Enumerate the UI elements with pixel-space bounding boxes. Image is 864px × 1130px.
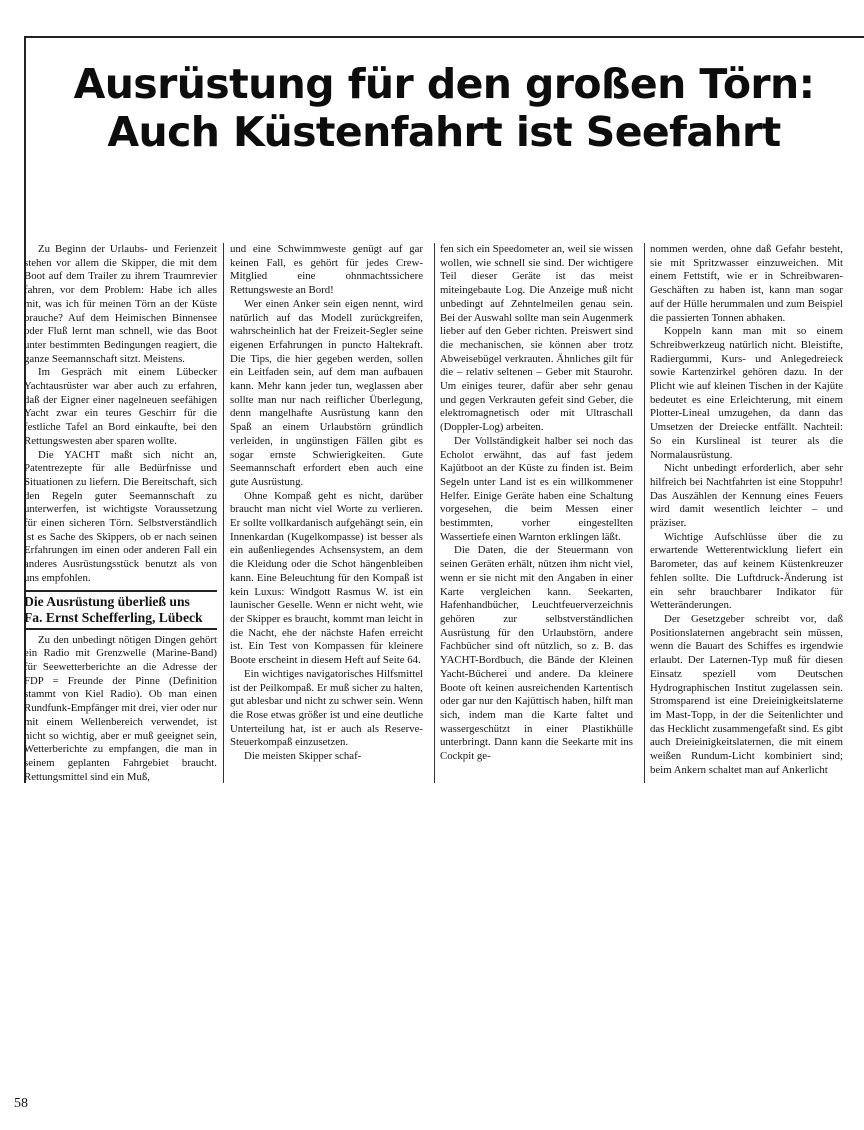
column-divider: [223, 243, 224, 783]
paragraph: Die YACHT maßt sich nicht an, Patentrezepte für alle Bedürfnisse und Situationen zu liefern. Die Bereitschaft, sich den Regeln guter Seemannschaft zu unterwerfen, ist wichtigste Voraussetzung für einen sicheren Törn. Selbstverständlich ist es Sache des Skippers, ob er nach seinen Erfahrungen im einen oder anderen Fall ein anderes Ausrüstungsstück benutzt als von uns empfohlen.: [24, 448, 217, 584]
article-column-4: [650, 243, 843, 777]
paragraph: Im Gespräch mit einem Lübecker Yachtausrüster war aber auch zu erfahren, daß der Eigner einer nagelneuen seefähigen Yacht zwar ein teures Geschirr für die festliche Tafel an Bord einkaufte, bei den Rettungswesten aber sparen wollte.: [24, 366, 217, 447]
column-divider: [644, 243, 645, 783]
credit-line: Die Ausrüstung überließ uns: [24, 593, 190, 609]
paragraph: Nicht unbedingt erforderlich, aber sehr hilfreich bei Nachtfahrten ist eine Stoppuhr! Das Auszählen der Kennung eines Feuers wird damit wesentlich leichter – und präziser.: [650, 462, 843, 530]
article-column-3: [440, 243, 633, 764]
paragraph: Wer einen Anker sein eigen nennt, wird natürlich auf das Modell zurückgreifen, wahrscheinlich hat der Freizeit-Segler seine eigenen Erfahrungen in puncto Haltekraft. Die Tips, die hier gegeben werden, sollen ein Leitfaden sein, auf dem man aufbauen kann. Mehr kann jeder tun, weglassen aber sollte man nur nach reiflicher Überlegung, denn mangelhafte Ausrüstung kann den Spaß an einem Urlaubstörn gründlich verleiden, in ungünstigen Fällen gibt es sogar ernste Schwierigkeiten. Gute Seemannschaft erfordert eben auch eine gute Ausrüstung.: [230, 297, 423, 488]
article-column-1: [24, 243, 217, 784]
column-divider: [434, 243, 435, 783]
paragraph: Der Vollständigkeit halber sei noch das Echolot erwähnt, das auf fast jedem Kajütboot an der Küste zu finden ist. Beim Segeln unter Land ist es ein willkommener Helfer. Einige Geräte haben eine Schaltung vorgesehen, die beim Messen einer bestimmten, vorher eingestellten Wassertiefe einen Warnton erklingen läßt.: [440, 434, 633, 543]
credit-box: [24, 590, 217, 630]
headline-line-1: Ausrüstung für den großen Törn:: [73, 60, 815, 108]
page-number: 58: [14, 1096, 28, 1111]
article-column-2: [230, 243, 423, 764]
headline-line-2: Auch Küstenfahrt ist Seefahrt: [107, 108, 781, 156]
credit-line: Fa. Ernst Schefferling, Lübeck: [24, 609, 203, 625]
paragraph: Der Gesetzgeber schreibt vor, daß Positionslaternen angebracht sein müssen, wenn die Bauart des Schiffes es irgendwie erlaubt. Der Laternen-Typ muß für diesen Einsatz speziell vom Deutschen Hydrographischen Institut zugelassen sein. Stromsparend ist eine Dreieinigkeitslaterne im Mast-Topp, in der die Seitenlichter und das Hecklicht zusammengefaßt sind. Es gibt auch Dreieinigkeitslaternen, die mit einem weißen Rundum-Licht kombiniert sind; beim Ankern schaltet man auf Ankerlicht: [650, 612, 843, 776]
paragraph: Ohne Kompaß geht es nicht, darüber braucht man nicht viel Worte zu verlieren. Er sollte vollkardanisch aufgehängt sein, ein Innenkardan (Kugelkompasse) ist besser als ein außenliegendes Achsensystem, an dem die Kleidung oder die Schot hängenbleiben kann. Eine Beleuchtung für den Kompaß ist kein Luxus: Windgott Rasmus W. ist ein launischer Geselle. Wenn er nicht weht, wie der Skipper es braucht, kommt man leicht in die Nacht, ehe der nächste Hafen erreicht ist. Ein Test von Kompassen für kleinere Boote erscheint in diesem Heft auf Seite 64.: [230, 489, 423, 667]
paragraph: Die meisten Skipper schaf-: [244, 750, 362, 763]
paragraph: und eine Schwimmweste genügt auf gar keinen Fall, es gehört für jedes Crew-Mitglied eine ohnmachtssichere Rettungsweste an Bord!: [230, 243, 423, 297]
paragraph: Zu Beginn der Urlaubs- und Ferienzeit stehen vor allem die Skipper, die mit dem Boot auf dem Trailer zu ihrem Traumrevier fahren, vor dem Problem: Habe ich alles mit, was ich für meinen Törn an der Küste brauche? Auf dem Heimischen Binnensee oder Fluß lernt man schnell, wie das Boot unter bestimmten Bedingungen reagiert, die ganze Seemannschaft sitzt. Meistens.: [24, 243, 217, 365]
paragraph: Ein wichtiges navigatorisches Hilfsmittel ist der Peilkompaß. Er muß sicher zu halten, gut ablesbar und nicht zu schwer sein. Wenn die Rose etwas größer ist und eine deutliche Unterteilung hat, ist er auch als Reserve-Steuerkompaß einzusetzen.: [230, 667, 423, 749]
paragraph: Zu den unbedingt nötigen Dingen gehört ein Radio mit Grenzwelle (Marine-Band) für Seewetterberichte an die Adresse der FDP = Freunde der Pinne (Definition stammt von Kiel Radio). Ob man einen Rundfunk-Empfänger mit drei, vier oder nur mit einem Wellenbereich verwendet, ist nicht so wichtig, aber er muß geeignet sein, Wetterberichte zu empfangen, die man in seinem geplanten Fahrgebiet braucht. Rettungsmittel sind ein Muß,: [24, 633, 217, 783]
paragraph: nommen werden, ohne daß Gefahr besteht, sie mit Spritzwasser einzuweichen. Mit einem Fettstift, wie er in Schreibwaren-Geschäften zu haben ist, kann man sogar auf der Hülle herummalen und zum Beispiel die passierten Tonnen abhaken.: [650, 243, 843, 324]
paragraph: Wichtige Aufschlüsse über die zu erwartende Wetterentwicklung liefert ein Barometer, das auf keinem Küstenkreuzer fehlen sollte. Die Luftdruck-Änderung ist ein sehr brauchbarer Indikator für Wetteränderungen.: [650, 530, 843, 612]
article-headline: [34, 60, 854, 156]
paragraph: Koppeln kann man mit so einem Schreibwerkzeug natürlich nicht. Bleistifte, Radiergummi, Kurs- und Anlegedreieck sowie Kartenzirkel gehören dazu. In der Plicht wie auf kleinen Tischen in der Kajüte bedeutet es eine Erleichterung, mit einem Plotter-Lineal umzugehen, da dann das Umsetzen der Dreiecke entfällt. Nachteil: So ein Kurslineal ist teurer als die Normalausrüstung.: [650, 325, 843, 461]
paragraph: fen sich ein Speedometer an, weil sie wissen wollen, wie schnell sie sind. Der wichtigere Teil dieser Geräte ist das meist miteingebaute Log. Die Anzeige muß nicht unbedingt auf Zehntelmeilen genau sein. Bei der Auswahl sollte man sein Augenmerk lieber auf den Geber richten. Preiswert sind die mechanischen, sie können aber trotz Abweisebügel verkrauten. Ähnliches gilt für die – relativ seltenen – Geber mit Staurohr. Um einiges teurer, dafür aber sehr genau und gegen Verkrauten gefeit sind Geber, die elektromagnetisch oder mit Ultraschall (Doppler-Log) arbeiten.: [440, 243, 633, 434]
paragraph: Die Daten, die der Steuermann von seinen Geräten erhält, nützen ihm nicht viel, wenn er sie nicht mit den Angaben in einer Karte vergleichen kann. Seekarten, Hafenhandbücher, Leuchtfeuerverzeichnis gehören zur selbstverständlichen Ausrüstung für den Urlaubstörn, andere Fachbücher sind oft nützlich, so z. B. das YACHT-Bordbuch, die Bände der Kleinen Yacht-Bücherei und andere. Da kleinere Boote oft keinen ausreichenden Kartentisch oder gar nur den Kajüttisch haben, hilft man sich, indem man die Karte faltet und wassergeschützt in einer Plastikhülle unterbringt. Dann kann die Seekarte mit ins Cockpit ge-: [440, 544, 633, 763]
